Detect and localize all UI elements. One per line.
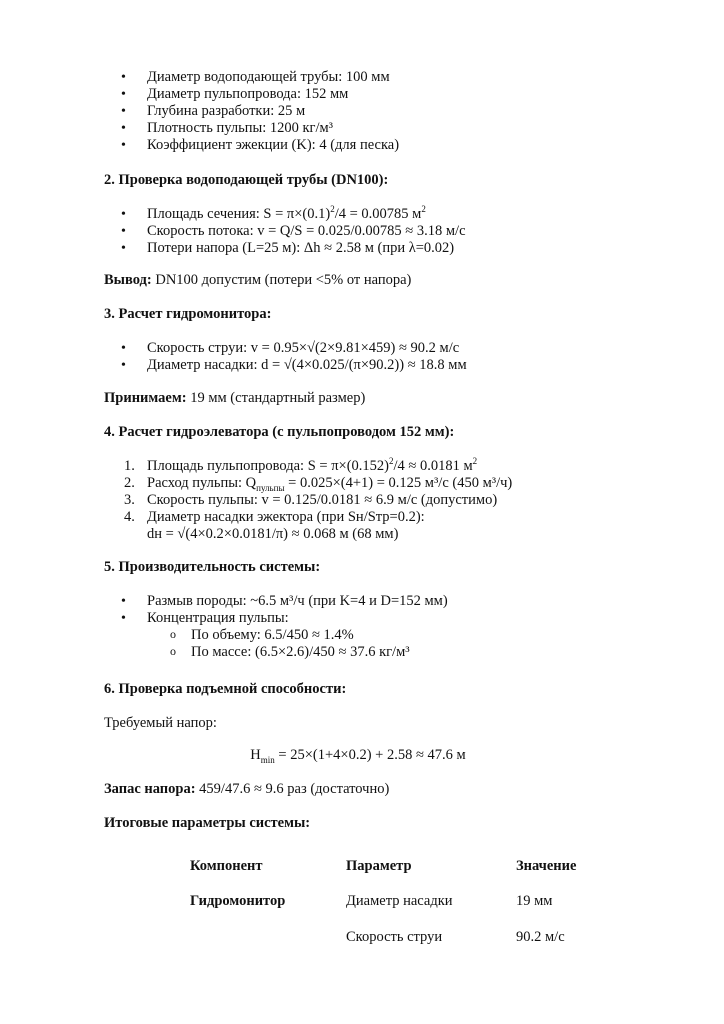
section-3-accepted: Принимаем: 19 мм (стандартный размер)	[104, 390, 366, 406]
section-2-conclusion: Вывод: DN100 допустим (потери <5% от напора)	[104, 272, 412, 288]
section-2-list	[104, 206, 466, 257]
column-header-parameter: Параметр	[346, 858, 412, 874]
head-formula: $H_{min} = 25\times(1+4\times 0.2) + 2.58 \approx 47.6$ м	[250, 747, 466, 765]
list-item: • Концентрация пульпы: o По объему: 6.5/450 ≈ 1.4% o По массе: (6.5×2.6)/450 ≈ 37.6 кг/м³	[104, 610, 448, 661]
section-3-list	[104, 340, 467, 374]
section-4-list	[104, 458, 512, 543]
list-item: • Скорость потока: v = Q/S = 0.025/0.00785 ≈ 3.18 м/с	[104, 223, 466, 240]
list-item: • Диаметр пульпопровода: 152 мм	[104, 86, 399, 103]
component-cell: Гидромонитор	[190, 893, 286, 909]
section-5-list	[104, 593, 448, 661]
list-item: • Диаметр водоподающей трубы: 100 мм	[104, 69, 399, 86]
list-item: • Скорость струи: v = 0.95×√(2×9.81×459) ≈ 90.2 м/с	[104, 340, 467, 357]
list-item: 3. Скорость пульпы: v = 0.125/0.0181 ≈ 6.9 м/с (допустимо)	[124, 492, 498, 508]
summary-heading: Итоговые параметры системы:	[104, 815, 311, 831]
list-item: 4. Диаметр насадки эжектора (при Sн/Sтр=0.2): dн = √(4×0.2×0.0181/π) ≈ 0.068 м (68 мм)	[124, 509, 425, 542]
head-margin: Запас напора: 459/47.6 ≈ 9.6 раз (достаточно)	[104, 781, 390, 797]
section-2-heading: 2. Проверка водоподающей трубы (DN100):	[104, 172, 389, 188]
list-item: • Глубина разработки: 25 м	[104, 103, 399, 120]
list-item: • Диаметр насадки: d = √(4×0.025/(π×90.2)) ≈ 18.8 мм	[104, 357, 467, 374]
required-head-label: Требуемый напор:	[104, 715, 217, 731]
list-item: • Площадь сечения: $S = \pi\times(0.1)^2/4 = 0.00785$ $м^2$	[104, 206, 466, 223]
list-item: • Размыв породы: ~6.5 м³/ч (при K=4 и D=152 мм)	[104, 593, 448, 610]
parameter-cell: Скорость струи	[346, 929, 443, 945]
parameter-cell: Диаметр насадки	[346, 893, 453, 909]
column-header-value: Значение	[516, 858, 577, 874]
column-header-component: Компонент	[190, 858, 263, 874]
sub-list-item: o По массе: (6.5×2.6)/450 ≈ 37.6 кг/м³	[147, 644, 448, 661]
list-item: • Плотность пульпы: 1200 кг/м³	[104, 120, 399, 137]
list-item: 2. Расход пульпы: $Q_{пульпы} = 0.025\times(4+1) = 0.125$ м³/с (450 м³/ч)	[124, 475, 513, 493]
value-cell: 90.2 м/с	[516, 929, 565, 945]
section-6-heading: 6. Проверка подъемной способности:	[104, 681, 347, 697]
list-item: • Коэффициент эжекции (K): 4 (для песка)	[104, 137, 399, 154]
section-4-heading: 4. Расчет гидроэлеватора (с пульпопроводом 152 мм):	[104, 424, 455, 440]
list-item: 1. Площадь пульпопровода: $S = \pi\times(0.152)^2/4 \approx 0.0181$ $м^2$	[124, 456, 478, 474]
list-item: • Потери напора (L=25 м): Δh ≈ 2.58 м (при λ=0.02)	[104, 240, 466, 257]
section-3-heading: 3. Расчет гидромонитора:	[104, 306, 272, 322]
sub-list-item: o По объему: 6.5/450 ≈ 1.4%	[147, 627, 448, 644]
concentration-sublist	[147, 627, 448, 661]
value-cell: 19 мм	[516, 893, 553, 909]
initial-data-list	[104, 69, 399, 154]
section-5-heading: 5. Производительность системы:	[104, 559, 321, 575]
